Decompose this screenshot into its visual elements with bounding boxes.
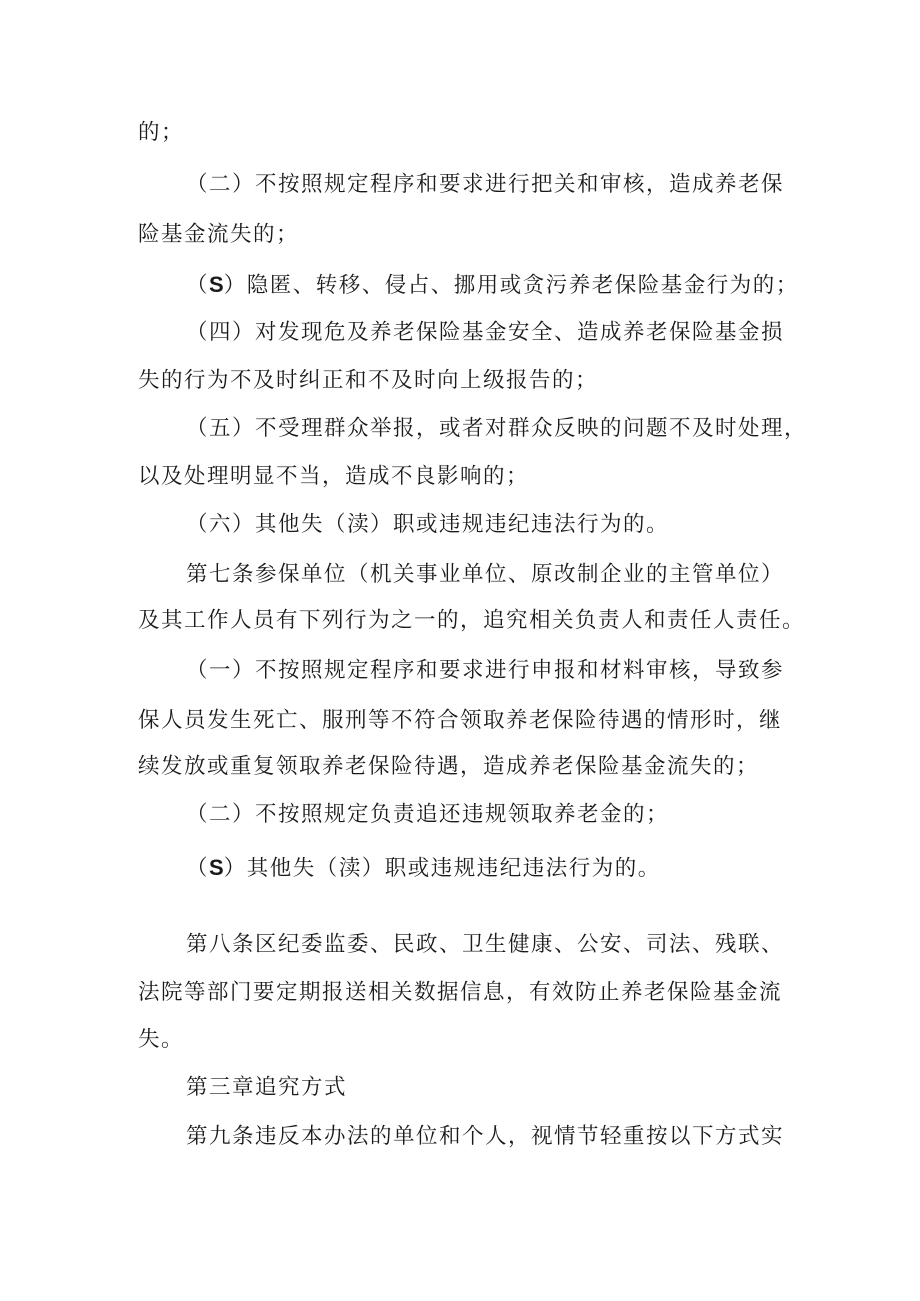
- text-line: （六）其他失（渎）职或违规违纪违法行为的。: [186, 512, 670, 537]
- text-line: （一）不按照规定程序和要求进行申报和材料审核，导致参: [186, 658, 785, 683]
- text-line: 第三章追究方式: [186, 1075, 348, 1100]
- text-line: 第七条参保单位（机关事业单位、原改制企业的主管单位）: [186, 562, 785, 587]
- text-line: 续发放或重复领取养老保险待遇，造成养老保险基金流失的；: [138, 754, 760, 779]
- text-line: 险基金流失的；: [138, 222, 300, 247]
- text-line: 以及处理明显不当，造成不良影响的；: [138, 464, 530, 489]
- text-line: 第九条违反本办法的单位和个人，视情节轻重按以下方式实: [186, 1124, 785, 1149]
- text-line: （五）不受理群众举报，或者对群众反映的问题不及时处理，: [186, 416, 808, 441]
- text-line: 第八条区纪委监委、民政、卫生健康、公安、司法、残联、: [186, 932, 785, 957]
- text-line: （S）其他失（渎）职或违规违纪违法行为的。: [186, 855, 661, 881]
- text-line: （二）不按照规定程序和要求进行把关和审核，造成养老保: [186, 172, 785, 197]
- text-line: 的；: [138, 120, 185, 145]
- text-line: （二）不按照规定负责追还违规领取养老金的；: [186, 802, 670, 827]
- item-marker: S: [209, 272, 224, 297]
- text-line: 保人员发生死亡、服刑等不符合领取养老保险待遇的情形时，继: [138, 708, 783, 733]
- item-marker: S: [209, 855, 224, 880]
- text-line: 及其工作人员有下列行为之一的，追究相关负责人和责任人责任。: [138, 608, 806, 633]
- text-line: 失的行为不及时纠正和不及时向上级报告的；: [138, 368, 599, 393]
- text-line: 法院等部门要定期报送相关数据信息，有效防止养老保险基金流: [138, 980, 783, 1005]
- text-line: （四）对发现危及养老保险基金安全、造成养老保险基金损: [186, 320, 785, 345]
- text-line: （S）隐匿、转移、侵占、挪用或贪污养老保险基金行为的；: [186, 272, 799, 298]
- text-line: 失。: [138, 1027, 185, 1052]
